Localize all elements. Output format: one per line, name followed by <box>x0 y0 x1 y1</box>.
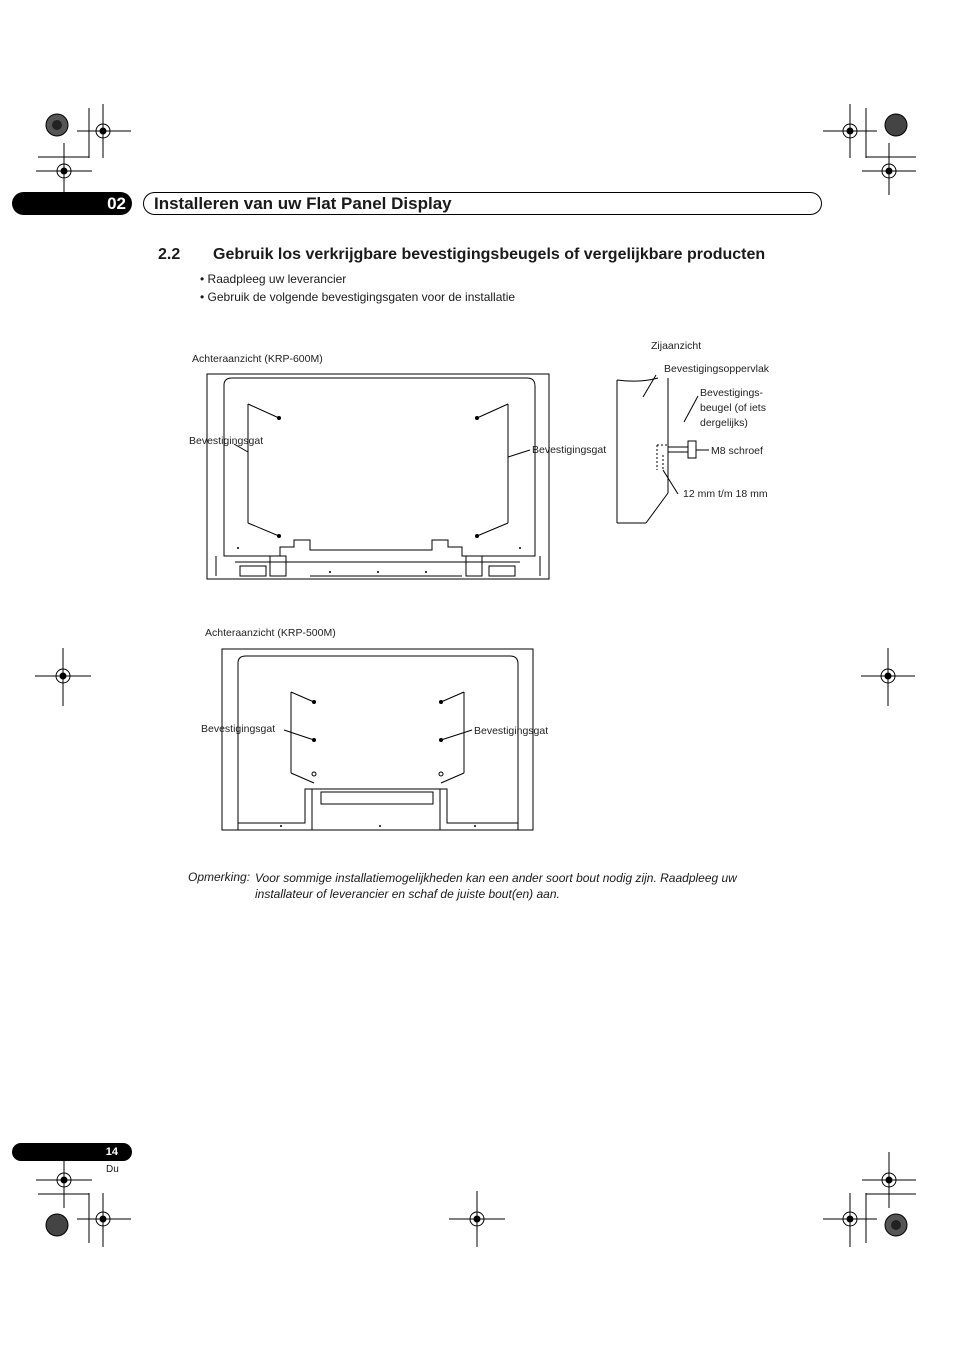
chapter-title: Installeren van uw Flat Panel Display <box>154 194 452 213</box>
krp500m-caption: Achteraanzicht (KRP-500M) <box>205 627 336 639</box>
page-number-badge <box>12 1143 132 1161</box>
page-number: 14 <box>105 1146 118 1158</box>
depth-label: 12 mm t/m 18 mm <box>683 488 768 500</box>
bullet-item: • Raadpleeg uw leverancier <box>200 272 347 286</box>
page-language: Du <box>106 1164 119 1175</box>
note-text: Voor sommige installatiemogelijkheden kan een ander soort bout nodig zijn. Raadpleeg uw installateur of leverancier en schaf de juiste bout(en) aan. <box>255 871 737 901</box>
krp500m-label-right: Bevestigingsgat <box>474 725 549 737</box>
section-number: 2.2 <box>158 246 181 263</box>
krp600m-label-left: Bevestigingsgat <box>189 435 264 447</box>
bracket-label-line: Bevestigings- <box>700 387 764 399</box>
krp600m-label-right: Bevestigingsgat <box>532 444 607 456</box>
krp500m-label-left: Bevestigingsgat <box>201 723 276 735</box>
krp600m-caption: Achteraanzicht (KRP-600M) <box>192 353 323 365</box>
side-view-caption: Zijaanzicht <box>651 340 702 352</box>
bracket-label-line: beugel (of iets <box>700 402 766 414</box>
screw-label: M8 schroef <box>711 445 763 457</box>
note-label: Opmerking: <box>188 870 251 884</box>
bullet-item: • Gebruik de volgende bevestigingsgaten voor de installatie <box>200 290 516 304</box>
section-title: Gebruik los verkrijgbare bevestigingsbeugels of vergelijkbare producten <box>213 246 766 263</box>
chapter-number: 02 <box>107 193 126 213</box>
bracket-label-line: dergelijks) <box>700 417 748 429</box>
mounting-surface-label: Bevestigingsoppervlak <box>664 363 770 375</box>
